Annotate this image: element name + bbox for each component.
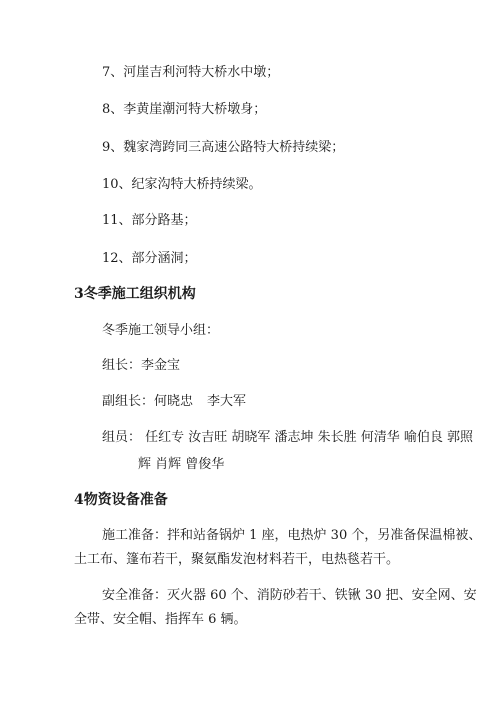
list-item: 9、魏家湾跨同三高速公路特大桥持续梁； <box>102 140 345 155</box>
paragraph-line: 土工布、篷布若干，聚氨酯发泡材料若干，电热毯若干。 <box>74 552 400 567</box>
list-item: 7、河崖吉利河特大桥水中墩； <box>102 65 280 80</box>
list-item: 8、李黄崖潮河特大桥墩身； <box>102 102 267 117</box>
paragraph-line: 施工准备：拌和站备锅炉 1 座，电热炉 30 个，另准备保温棉被、 <box>102 528 482 543</box>
deputy-label: 副组长：何晓忠 <box>102 394 194 409</box>
list-item: 11、部分路基； <box>102 213 197 228</box>
members-line: 组员： 任红专 汝吉旺 胡晓军 潘志坤 朱长胜 何清华 喻伯良 郭照 <box>102 430 474 445</box>
section-heading: 4物资设备准备 <box>74 492 168 508</box>
paragraph-line: 全带、安全帽、指挥车 6 辆。 <box>74 612 247 627</box>
deputy-line <box>102 393 246 411</box>
members-line-continued: 辉 肖辉 曾俊华 <box>138 457 225 472</box>
list-item: 12、部分涵洞； <box>102 251 197 266</box>
list-item: 10、纪家沟特大桥持续梁。 <box>102 177 262 192</box>
deputy-second: 李大军 <box>207 394 247 409</box>
leader-line: 组长：李金宝 <box>102 358 181 373</box>
paragraph-line: 安全准备：灭火器 60 个、消防砂若干、铁锹 30 把、安全网、安 <box>102 588 477 603</box>
section-subheading: 冬季施工领导小组： <box>102 323 220 338</box>
section-heading: 3冬季施工组织机构 <box>74 286 196 302</box>
